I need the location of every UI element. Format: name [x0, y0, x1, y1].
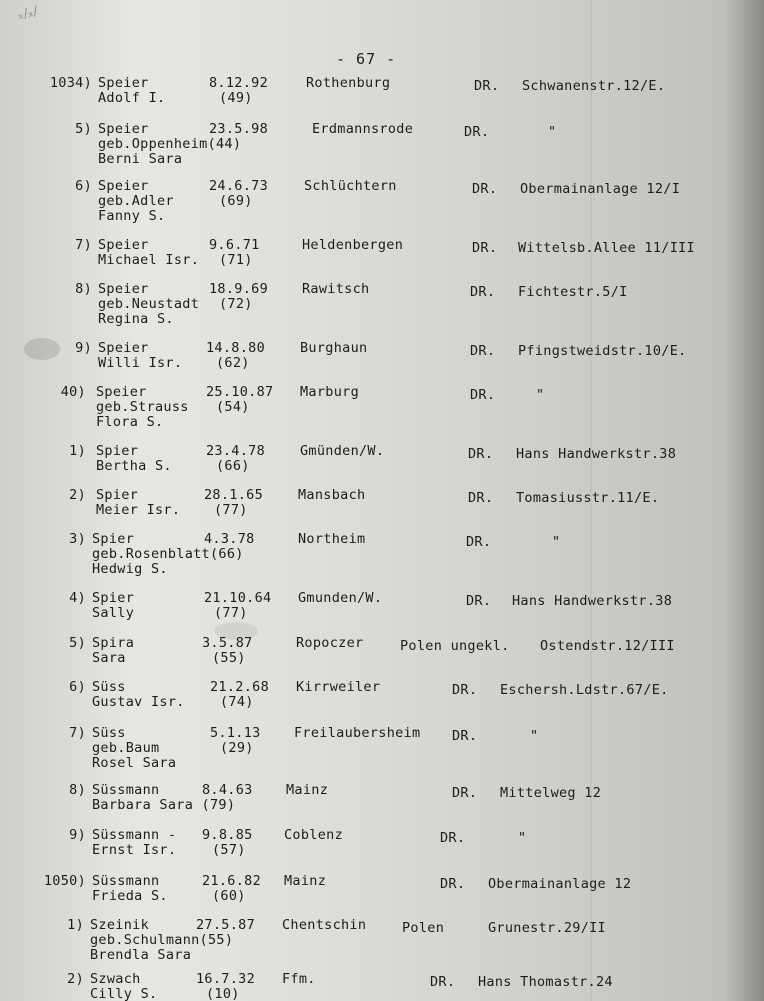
- street-address: Obermainanlage 12/I: [520, 181, 681, 197]
- age: (77): [214, 502, 248, 518]
- given-name-line: Sally: [92, 605, 135, 621]
- surname: Speier: [98, 75, 149, 91]
- street-address: Hans Handwerkstr.38: [516, 446, 677, 462]
- nationality-status: DR.: [470, 343, 496, 359]
- given-name-line: Willi Isr.: [98, 355, 183, 371]
- nationality-status: Polen: [402, 920, 445, 936]
- surname: Speier: [98, 237, 149, 253]
- birth-date: 8.12.92: [209, 75, 268, 91]
- given-name-line: Cilly S.: [90, 986, 158, 1001]
- nationality-status: DR.: [430, 974, 456, 990]
- surname: Speier: [98, 340, 149, 356]
- birthplace: Marburg: [300, 384, 359, 400]
- entry-number: 8): [75, 281, 92, 297]
- entry-number: 2): [67, 971, 84, 987]
- page-number: - 67 -: [336, 50, 397, 68]
- birth-date: 21.6.82: [202, 873, 261, 889]
- birth-date: 9.6.71: [209, 237, 260, 253]
- entry-number: 7): [75, 237, 92, 253]
- entry-number: 5): [69, 635, 86, 651]
- birth-date: 3.5.87: [202, 635, 253, 651]
- birthplace: Northeim: [298, 531, 366, 547]
- entry-number: 6): [69, 679, 86, 695]
- surname: Süssmann -: [92, 827, 177, 843]
- street-address: Obermainanlage 12: [488, 876, 632, 892]
- birth-date: 16.7.32: [196, 971, 255, 987]
- nationality-status: DR.: [452, 785, 478, 801]
- age: (74): [220, 694, 254, 710]
- surname: Szwach: [90, 971, 141, 987]
- entry-number: 3): [69, 531, 86, 547]
- given-name-line: Bertha S.: [96, 458, 172, 474]
- surname: Speier: [98, 281, 149, 297]
- birthplace: Ffm.: [282, 971, 316, 987]
- given-name-line: geb.Rosenblatt(66): [92, 546, 244, 562]
- entry-number: 1): [67, 917, 84, 933]
- age: (62): [216, 355, 250, 371]
- entry-number: 2): [69, 487, 86, 503]
- street-address: ": [518, 830, 527, 846]
- birth-date: 25.10.87: [206, 384, 274, 400]
- nationality-status: DR.: [470, 387, 496, 403]
- surname: Süss: [92, 725, 126, 741]
- street-address: Fichtestr.5/I: [518, 284, 628, 300]
- given-name-line-2: Regina S.: [98, 311, 174, 327]
- given-name-line: Sara: [92, 650, 126, 666]
- nationality-status: DR.: [468, 490, 494, 506]
- given-name-line: geb.Strauss: [96, 399, 189, 415]
- given-name-line: geb.Neustadt: [98, 296, 200, 312]
- given-name-line: geb.Adler: [98, 193, 174, 209]
- nationality-status: DR.: [474, 78, 500, 94]
- entry-number: 9): [75, 340, 92, 356]
- nationality-status: DR.: [464, 124, 490, 140]
- birth-date: 18.9.69: [209, 281, 268, 297]
- birthplace: Freilaubersheim: [294, 725, 421, 741]
- street-address: Tomasiusstr.11/E.: [516, 490, 660, 506]
- street-address: Mittelweg 12: [500, 785, 602, 801]
- street-address: Hans Handwerkstr.38: [512, 593, 673, 609]
- entry-number: 6): [75, 178, 92, 194]
- birthplace: Burghaun: [300, 340, 368, 356]
- given-name-line-2: Hedwig S.: [92, 561, 168, 577]
- street-address: Grunestr.29/II: [488, 920, 606, 936]
- birth-date: 24.6.73: [209, 178, 268, 194]
- given-name-line: geb.Schulmann(55): [90, 932, 234, 948]
- street-address: ": [530, 728, 539, 744]
- nationality-status: DR.: [468, 446, 494, 462]
- nationality-status: DR.: [466, 534, 492, 550]
- surname: Spier: [96, 487, 139, 503]
- entry-number: 9): [69, 827, 86, 843]
- birthplace: Mainz: [286, 782, 329, 798]
- age: (60): [212, 888, 246, 904]
- given-name-line: Michael Isr.: [98, 252, 200, 268]
- surname: Spier: [92, 531, 135, 547]
- birthplace: Gmunden/W.: [298, 590, 383, 606]
- street-address: ": [552, 534, 561, 550]
- entry-number: 1050): [43, 873, 86, 889]
- street-address: Schwanenstr.12/E.: [522, 78, 666, 94]
- entry-number: 5): [75, 121, 92, 137]
- nationality-status: DR.: [472, 181, 498, 197]
- birthplace: Chentschin: [282, 917, 367, 933]
- birthplace: Gmünden/W.: [300, 443, 385, 459]
- age: (55): [212, 650, 246, 666]
- birthplace: Ropoczer: [296, 635, 364, 651]
- street-address: Eschersh.Ldstr.67/E.: [500, 682, 669, 698]
- age: (57): [212, 842, 246, 858]
- surname: Süssmann: [92, 782, 160, 798]
- age: (71): [219, 252, 253, 268]
- nationality-status: DR.: [472, 240, 498, 256]
- birth-date: 23.4.78: [206, 443, 265, 459]
- nationality-status: DR.: [452, 728, 478, 744]
- nationality-status: DR.: [452, 682, 478, 698]
- age: (77): [214, 605, 248, 621]
- surname: Spira: [92, 635, 135, 651]
- nationality-status: Polen ungekl.: [400, 638, 510, 654]
- entry-number: 40): [60, 384, 86, 400]
- birthplace: Mansbach: [298, 487, 366, 503]
- birth-date: 23.5.98: [209, 121, 268, 137]
- birth-date: 28.1.65: [204, 487, 263, 503]
- corner-pencil-mark: ₓ/ₓ/: [16, 4, 40, 23]
- birthplace: Kirrweiler: [296, 679, 381, 695]
- age: (10): [206, 986, 240, 1001]
- surname: Szeinik: [90, 917, 149, 933]
- nationality-status: DR.: [466, 593, 492, 609]
- birth-date: 4.3.78: [204, 531, 255, 547]
- entry-number: 4): [69, 590, 86, 606]
- surname: Spier: [92, 590, 135, 606]
- given-name-line: Gustav Isr.: [92, 694, 185, 710]
- birth-date: 21.10.64: [204, 590, 272, 606]
- street-address: Wittelsb.Allee 11/III: [518, 240, 695, 256]
- nationality-status: DR.: [470, 284, 496, 300]
- given-name-line-2: Flora S.: [96, 414, 164, 430]
- given-name-line: Barbara Sara (79): [92, 797, 236, 813]
- given-name-line-2: Brendla Sara: [90, 947, 192, 963]
- given-name-line-2: Berni Sara: [98, 151, 183, 167]
- age: (49): [219, 90, 253, 106]
- birth-date: 9.8.85: [202, 827, 253, 843]
- age: (69): [219, 193, 253, 209]
- given-name-line: geb.Baum: [92, 740, 160, 756]
- surname: Spier: [96, 443, 139, 459]
- birth-date: 21.2.68: [210, 679, 269, 695]
- street-address: Ostendstr.12/III: [540, 638, 675, 654]
- nationality-status: DR.: [440, 876, 466, 892]
- age: (66): [216, 458, 250, 474]
- surname: Speier: [98, 178, 149, 194]
- given-name-line-2: Rosel Sara: [92, 755, 177, 771]
- birthplace: Erdmannsrode: [312, 121, 414, 137]
- given-name-line: Meier Isr.: [96, 502, 181, 518]
- given-name-line: Adolf I.: [98, 90, 166, 106]
- birth-date: 5.1.13: [210, 725, 261, 741]
- birthplace: Heldenbergen: [302, 237, 404, 253]
- street-address: ": [536, 387, 545, 403]
- given-name-line: geb.Oppenheim(44): [98, 136, 242, 152]
- entry-number: 7): [69, 725, 86, 741]
- surname: Süssmann: [92, 873, 160, 889]
- birth-date: 8.4.63: [202, 782, 253, 798]
- page-edge-shadow: [724, 0, 764, 1001]
- surname: Speier: [96, 384, 147, 400]
- birthplace: Rawitsch: [302, 281, 370, 297]
- age: (54): [216, 399, 250, 415]
- given-name-line-2: Fanny S.: [98, 208, 166, 224]
- birth-date: 27.5.87: [196, 917, 255, 933]
- given-name-line: Frieda S.: [92, 888, 168, 904]
- street-address: Pfingstweidstr.10/E.: [518, 343, 687, 359]
- surname: Speier: [98, 121, 149, 137]
- entry-number: 1034): [49, 75, 92, 91]
- birthplace: Schlüchtern: [304, 178, 397, 194]
- entry-number: 8): [69, 782, 86, 798]
- street-address: Hans Thomastr.24: [478, 974, 613, 990]
- entry-number: 1): [69, 443, 86, 459]
- birthplace: Rothenburg: [306, 75, 391, 91]
- birthplace: Coblenz: [284, 827, 343, 843]
- street-address: ": [548, 124, 557, 140]
- birth-date: 14.8.80: [206, 340, 265, 356]
- age: (72): [219, 296, 253, 312]
- surname: Süss: [92, 679, 126, 695]
- nationality-status: DR.: [440, 830, 466, 846]
- age: (29): [220, 740, 254, 756]
- birthplace: Mainz: [284, 873, 327, 889]
- given-name-line: Ernst Isr.: [92, 842, 177, 858]
